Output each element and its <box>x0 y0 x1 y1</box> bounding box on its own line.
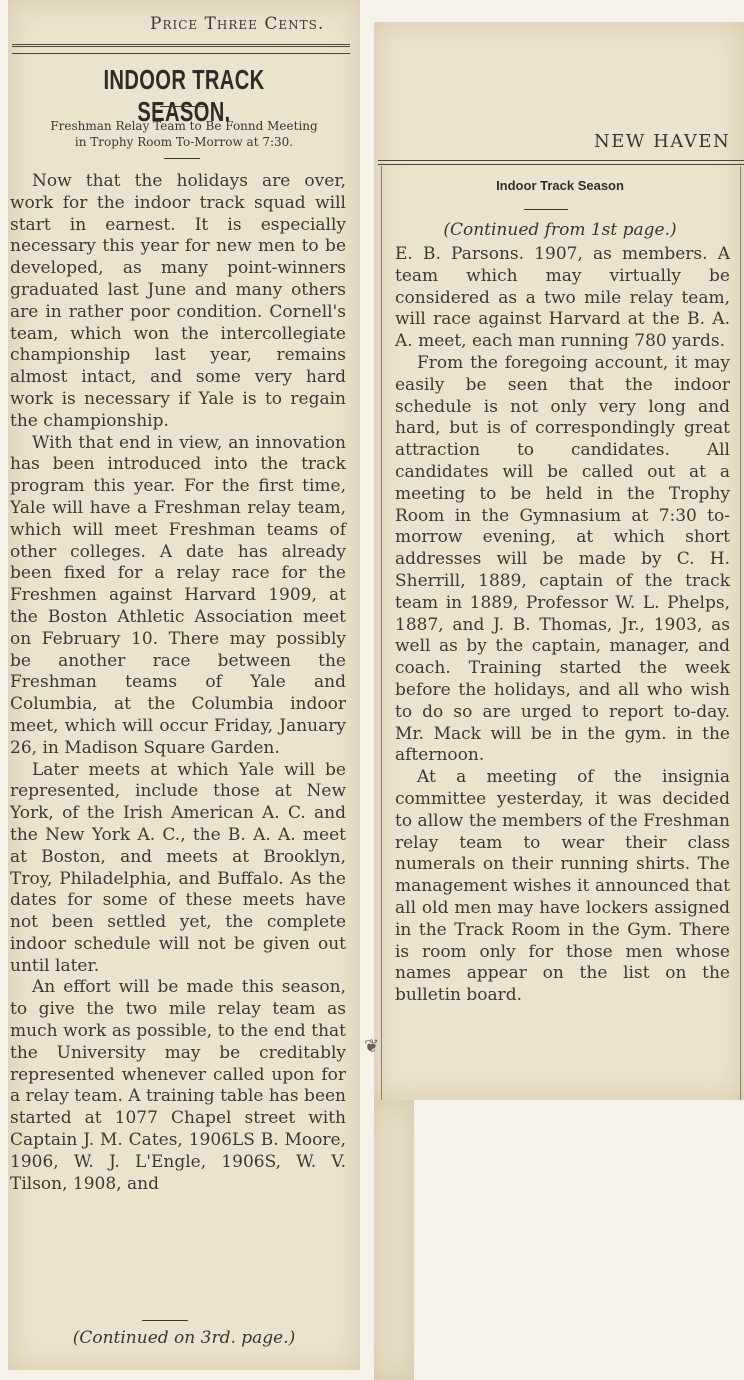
leaf-ornament-icon: ❦ <box>364 1036 380 1057</box>
left-article-body <box>10 171 346 1195</box>
headline: INDOOR TRACK SEASON. <box>103 64 265 127</box>
masthead-rule <box>378 160 744 161</box>
continued-on-note: (Continued on 3rd. page.) <box>72 1328 296 1348</box>
right-paragraph-2: From the foregoing account, it may easily be seen that the indoor schedule is not only very long and hard, but is of correspondingly great attraction to candidates. All candidates will be called out at a meeting to be held in the Trophy Room in the Gymnasium at 7:30 to-morrow evening, at which short addresses will be made by C. H. Sherrill, 1889, captain of the track team in 1889, Professor W. L. Phelps, 1887, and J. B. Thomas, Jr., 1903, as well as by the captain, manager, and coach. Training started the week before the holidays, and all who wish to do so are urged to report to-day. Mr. Mack will be in the gym. in the afternoon. <box>395 352 730 766</box>
column-divider-right <box>740 166 741 1100</box>
continued-from-note: (Continued from 1st page.) <box>443 220 677 240</box>
headline-rule <box>160 106 204 107</box>
subhead-line-1: Freshman Relay Team to Be Fonnd Meeting <box>50 119 318 133</box>
left-paragraph-3: Later meets at which Yale will be represented, include those at New York, of the Irish American A. C. and the New York A. C., the B. A. A. meet at Boston, and meets at Brooklyn, Troy, Philadelphia, and Buffalo. As the dates for some of these meets have not been settled yet, the complete indoor schedule will not be given out until later. <box>10 759 346 976</box>
price-rule-lower <box>12 53 350 54</box>
right-paragraph-3: At a meeting of the insignia committee yesterday, it was decided to allow the members of the Freshman relay team to wear their class numerals on their running shirts. The management wishes it announced that all old men may have lockers assigned in the Track Room in the Gym. There is room only for those men whose names appear on the list on the bulletin board. <box>395 767 730 1006</box>
subhead <box>8 118 360 150</box>
masthead-rule-lower <box>378 164 744 165</box>
masthead-new-haven: NEW HAVEN <box>594 131 731 152</box>
left-paragraph-4: An effort will be made this season, to give the two mile relay team as much work as possible, to the end that the University may be creditably represented whenever called upon for a relay team. A training table has been started at 1077 Chapel street with Captain J. M. Cates, 1906LS B. Moore, 1906, W. J. L'Engle, 1906S, W. V. Tilson, 1908, and <box>10 977 347 1194</box>
continued-rule <box>142 1320 188 1321</box>
price-rule <box>12 44 350 47</box>
right-clipping-strip <box>374 1100 414 1380</box>
left-paragraph-2: With that end in view, an innovation has been introduced into the track program this year. For the first time, Yale will have a Freshman relay team, which will meet Freshman teams of other colleges. A date has already been fixed for a relay race for the Freshmen against Harvard 1909, at the Boston Athletic Association meet on February 10. There may possibly be another race between the Freshman teams of Yale and Columbia, at the Columbia indoor meet, which will occur Friday, January 26, in Madison Square Garden. <box>10 432 346 758</box>
right-paragraph-1: E. B. Parsons. 1907, as members. A team which may virtually be considered as a two mile relay team, will race against Harvard at the B. A. A. meet, each man running 780 yards. <box>395 244 730 352</box>
right-headline: Indoor Track Season <box>496 178 624 193</box>
left-paragraph-1: Now that the holidays are over, work for the indoor track squad will start in earnest. It is especially necessary this year for new men to be developed, as many point-winners graduated last June and many others are in rather poor condition. Cornell's team, which won the intercollegiate championship last year, remains almost intact, and some very hard work is necessary if Yale is to regain the championship. <box>10 171 346 431</box>
right-headline-rule <box>524 209 568 210</box>
subhead-line-2: in Trophy Room To-Morrow at 7:30. <box>74 135 294 149</box>
right-article-body <box>395 244 730 1007</box>
subhead-rule <box>164 158 200 159</box>
column-divider <box>381 166 382 1100</box>
price-line: Price Three Cents. <box>150 14 325 34</box>
